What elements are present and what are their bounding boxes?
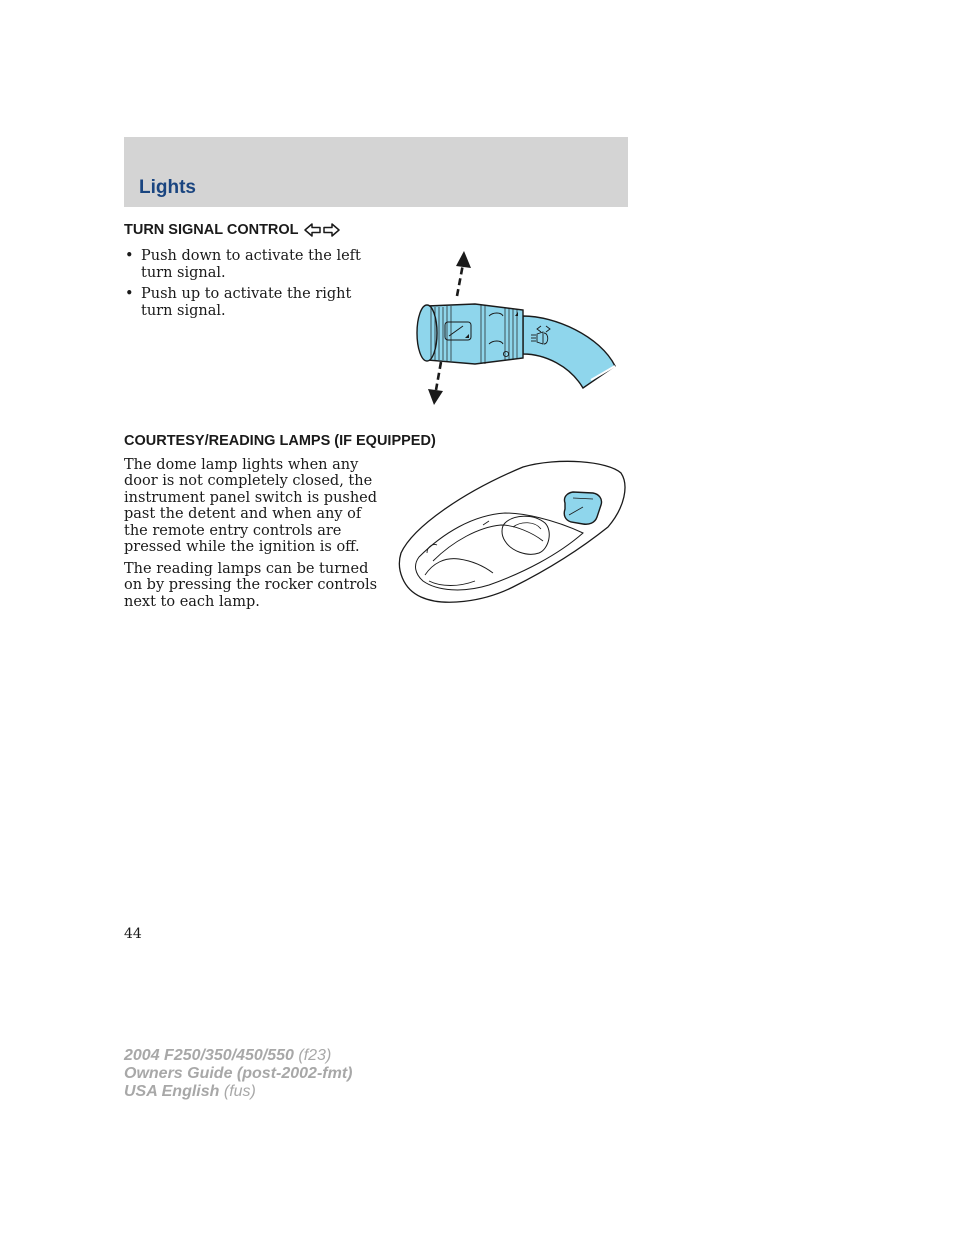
- bullet-dot: •: [125, 248, 134, 264]
- rocker-switch-icon: [564, 492, 601, 524]
- footer-language: USA English: [124, 1083, 220, 1100]
- list-item: [124, 286, 379, 319]
- section-title: Lights: [139, 177, 196, 198]
- section-header-band: [124, 137, 628, 207]
- footer-language-code: (fus): [219, 1083, 256, 1100]
- turn-signal-list: [124, 248, 379, 324]
- footer-model-code: (f23): [293, 1047, 332, 1064]
- footer-line: [124, 1083, 352, 1101]
- document-footer: [124, 1047, 352, 1101]
- courtesy-paragraph-2: The reading lamps can be turned on by pressing the rocker controls next to each lamp.: [124, 561, 378, 610]
- page-number: 44: [124, 926, 142, 942]
- overhead-console-lamp-icon: [393, 457, 628, 609]
- courtesy-lamps-heading: COURTESY/READING LAMPS (IF EQUIPPED): [124, 433, 436, 449]
- list-item-text: Push down to activate the left turn signal.: [141, 248, 361, 281]
- left-arrow-outline-icon: [304, 223, 321, 237]
- bullet-dot: •: [125, 286, 134, 302]
- turn-signal-heading: [124, 222, 340, 238]
- list-item: [124, 248, 379, 281]
- footer-line: [124, 1065, 352, 1083]
- footer-guide: Owners Guide (post-2002-fmt): [124, 1065, 353, 1082]
- list-item-text: Push up to activate the right turn signal.: [141, 286, 352, 319]
- courtesy-paragraph-1: The dome lamp lights when any door is not completely closed, the instrument panel switch is pushed past the detent and when any of the remote entry controls are pressed while the ignition is off.: [124, 457, 378, 556]
- footer-model: 2004 F250/350/450/550: [124, 1047, 294, 1064]
- right-arrow-outline-icon: [323, 223, 340, 237]
- up-arrow-icon: [456, 251, 471, 296]
- turn-signal-heading-text: TURN SIGNAL CONTROL: [124, 222, 299, 238]
- multifunction-stalk-icon: [405, 248, 620, 408]
- turn-signal-glyphs: [304, 223, 340, 237]
- footer-line: [124, 1047, 352, 1065]
- down-arrow-icon: [428, 362, 443, 405]
